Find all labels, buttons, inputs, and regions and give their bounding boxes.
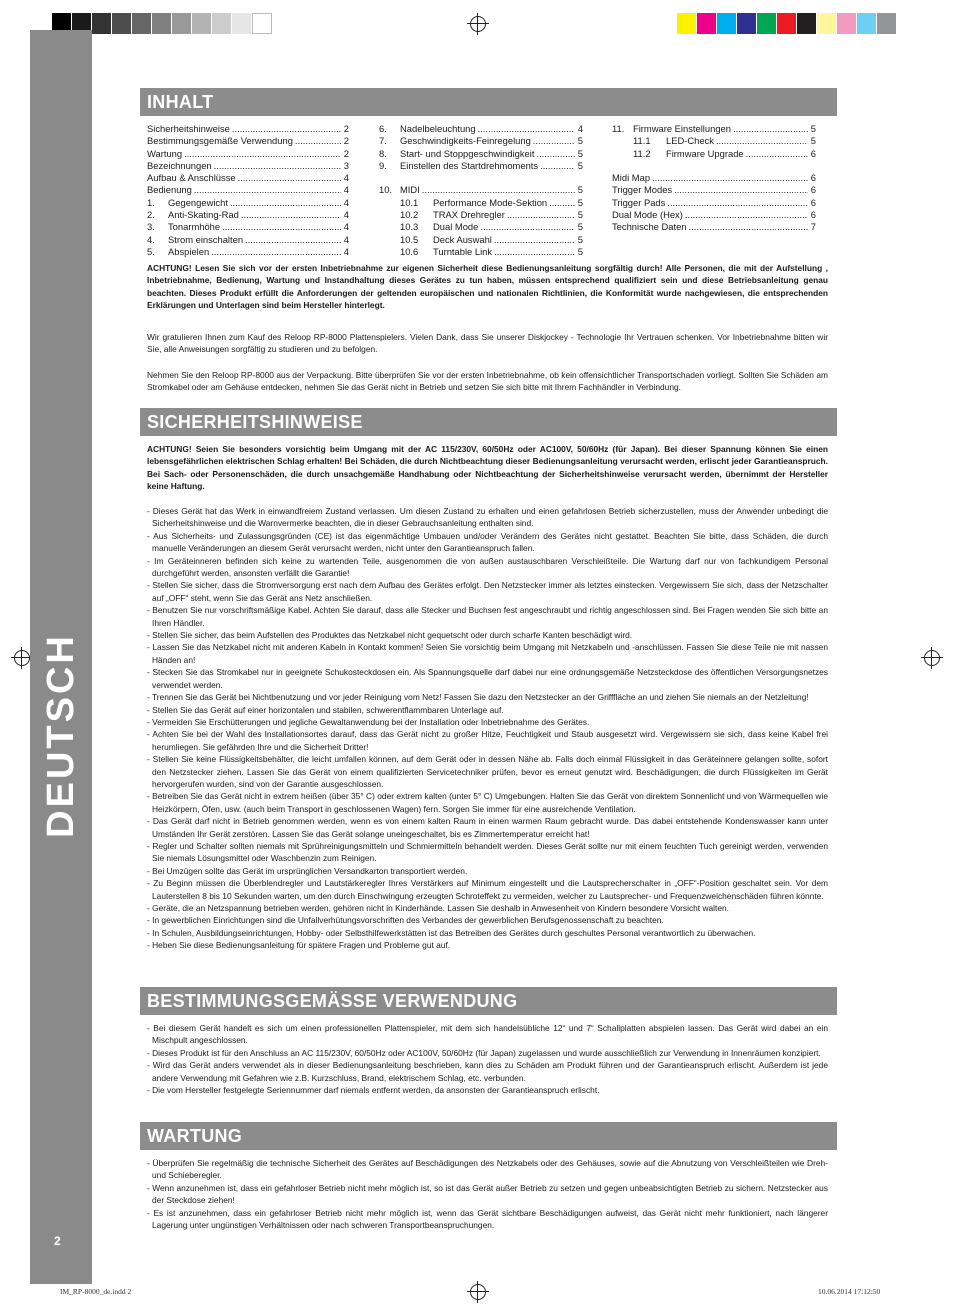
toc-entry-page: 5	[810, 123, 816, 134]
toc-entry-label: Strom einschalten	[168, 233, 244, 245]
list-item: - Aus Sicherheits- und Zulassungsgründen (CE) ist das eigenmächtige Umbauen und/oder Verändern des Gerätes nicht gestattet. Beachten Sie bitte, dass Schäden, die durch manuelle Veränderungen an diesem Gerät verursacht werden, nicht unter den Garantieanspruch fallen.	[147, 530, 828, 554]
toc-leader-dots	[689, 221, 808, 233]
toc-leader-dots	[245, 234, 341, 246]
list-item: - Stellen Sie sicher, dass die Stromversorgung erst nach dem Aufbau des Gerätes erfolgt. Den Netzstecker immer als letztes einstecken. Vergewissern Sie sich, dass der Netzschalter auf „OFF“ steht, wenn Sie das Gerät ans Netz anschließen.	[147, 580, 828, 603]
toc-entry-number: 5.	[147, 245, 155, 257]
toc-entry-number: 2.	[147, 209, 155, 221]
toc-entry-number: 10.3	[400, 221, 419, 233]
toc-entry-page: 5	[810, 135, 816, 147]
toc-leader-dots	[733, 123, 808, 135]
toc-entry-page: 4	[343, 209, 349, 221]
toc-entry	[379, 234, 583, 246]
gray-swatch	[152, 13, 172, 34]
list-item: - Es ist anzunehmen, dass ein gefahrloser Betrieb nicht mehr möglich ist, wenn das Gerät sichtbare Beschädigungen aufweist, das Gerät nicht mehr funktioniert, nach längerer Lagerung unter ungünstigen Verhältnissen oder nach schweren Transportbeanspruchungen.	[147, 1207, 828, 1231]
toc-entry-page: 4	[343, 172, 349, 184]
toc-entry-label: Wartung	[147, 147, 183, 159]
language-label: DEUTSCH	[39, 632, 82, 838]
usage-list	[147, 1022, 828, 1096]
list-item: - Die vom Hersteller festgelegte Seriennummer darf niemals entfernt werden, da ansonsten der Garantieanspruch erlischt.	[147, 1085, 600, 1096]
toc-entry-page: 6	[810, 147, 816, 159]
toc-entry	[612, 184, 816, 196]
toc-entry-label: Dual Mode (Hex)	[612, 209, 683, 221]
toc-entry	[612, 123, 816, 135]
maintenance-list	[147, 1157, 828, 1231]
toc-entry-label: Trigger Modes	[612, 184, 673, 196]
toc-entry-number: 11.	[612, 123, 625, 134]
list-item: - Betreiben Sie das Gerät nicht in extrem heißen (über 35° C) oder extrem kalten (unter 5° C) Umgebungen. Halten Sie das Gerät von direktem Sonnenlicht und von Wärmequellen wie Heizkörpern, Öfen, usw. (auch beim Transport in geschlossenen Wagen) fern. Sorgen Sie immer für eine ausreichende Ventilation.	[147, 791, 828, 814]
toc-entry-number: 10.2	[400, 209, 419, 221]
toc-spacer	[612, 160, 816, 172]
toc-leader-dots	[540, 160, 575, 172]
print-timestamp: 10.06.2014 17:12:50	[818, 1287, 881, 1296]
toc-leader-dots	[536, 148, 575, 160]
toc-entry-number: 8.	[379, 147, 387, 159]
toc-entry-page: 4	[343, 221, 349, 233]
toc-leader-dots	[716, 135, 808, 147]
list-item: - Stellen Sie sicher, das beim Aufstellen des Produktes das Netzkabel nicht gequetscht oder durch scharfe Kanten beschädigt wird.	[147, 630, 633, 641]
list-item: - Vermeiden Sie Erschütterungen und jegliche Gewaltanwendung bei der Installation oder Inbetriebnahme des Gerätes.	[147, 716, 590, 727]
toc-entry-label: MIDI	[400, 184, 420, 196]
toc-leader-dots	[230, 197, 341, 209]
toc-entry-number: 4.	[147, 233, 155, 245]
toc-entry	[379, 246, 583, 258]
toc-leader-dots	[194, 184, 341, 196]
toc-entry-label: Einstellen des Startdrehmoments	[400, 159, 539, 171]
intro-unpacking: Nehmen Sie den Reloop RP-8000 aus der Verpackung. Bitte überprüfen Sie vor der ersten Inbetriebnahme, ob kein offensichtlicher Transportschaden vorliegt. Sollten Sie Schäden am Stromkabel oder am Gehäuse entdecken, nehmen Sie das Gerät nicht in Betrieb und setzen Sie sich bitte mit Ihrem Fachhändler in Verbindung.	[147, 370, 828, 393]
toc-entry-page: 2	[343, 135, 349, 147]
toc-entry-label: TRAX Drehregler	[433, 209, 505, 221]
toc-entry	[147, 234, 349, 246]
toc-leader-dots	[494, 246, 575, 258]
toc-spacer	[379, 172, 583, 184]
color-swatch	[737, 13, 757, 34]
toc-entry-label: Tonarmhöhe	[168, 221, 221, 233]
toc-column-1	[147, 123, 349, 258]
toc-entry-page: 7	[810, 221, 816, 233]
toc-entry-label: Midi Map	[612, 172, 651, 184]
color-swatch	[717, 13, 737, 34]
color-swatch	[837, 13, 857, 34]
toc-entry-page: 5	[577, 196, 583, 208]
toc-entry	[612, 209, 816, 221]
list-item: - Stecken Sie das Stromkabel nur in geeignete Schukosteckdosen ein. Als Spannungsquelle darf dabei nur eine ordnungsgemäße Netzsteckdose des öffentlichen Versorgungsnetzes verwendet werden.	[147, 667, 828, 690]
color-calibration-bar	[677, 13, 897, 34]
toc-entry-label: Bezeichnungen	[147, 159, 212, 171]
toc-entry	[147, 148, 349, 160]
toc-leader-dots	[478, 123, 575, 135]
registration-mark-left-icon	[14, 650, 30, 666]
toc-entry	[379, 135, 583, 147]
toc-entry-page: 3	[343, 159, 349, 171]
toc-entry	[147, 209, 349, 221]
toc-leader-dots	[674, 184, 808, 196]
registration-mark-top-icon	[470, 16, 486, 32]
toc-leader-dots	[422, 184, 575, 196]
list-item: - Wird das Gerät anders verwendet als in dieser Bedienungsanleitung beschrieben, kann dies zu Schäden am Produkt führen und der Garantieanspruch erlischt. Außerdem ist jede andere Verwendung mit Gefahren wie z.B. Kurzschluss, Brand, elektrischem Schlag, etc. verbunden.	[147, 1060, 828, 1083]
toc-leader-dots	[184, 148, 341, 160]
list-item: - Dieses Produkt ist für den Anschluss an AC 115/230V, 60/50Hz oder AC100V, 50/60Hz (für Japan) zugelassen und wurde ausschließlich zur Verwendung in Innenräumen konzipiert.	[147, 1047, 821, 1058]
gray-swatch	[252, 13, 272, 34]
toc-column-2	[379, 123, 583, 258]
toc-entry-number: 11.2	[633, 147, 651, 159]
toc-entry-number: 10.	[379, 184, 393, 196]
toc-entry	[147, 197, 349, 209]
list-item: - Geräte, die an Netzspannung betrieben werden, gehören nicht in Kinderhände. Lassen Sie deshalb in Anwesenheit von Kindern besondere Vorsicht walten.	[147, 903, 729, 913]
toc-entry-label: Bedienung	[147, 184, 192, 196]
toc-entry-label: Aufbau & Anschlüsse	[147, 172, 236, 184]
color-swatch	[817, 13, 837, 34]
toc-entry	[379, 221, 583, 233]
toc-leader-dots	[211, 246, 341, 258]
toc-leader-dots	[746, 148, 808, 160]
toc-entry	[379, 184, 583, 196]
toc-entry-number: 6.	[379, 123, 387, 134]
toc-entry	[379, 160, 583, 172]
toc-entry-number: 11.1	[633, 135, 651, 147]
toc-entry-page: 5	[577, 221, 583, 233]
toc-entry-page: 2	[343, 147, 349, 159]
toc-entry	[612, 135, 816, 147]
section-heading-sicherheitshinweise: SICHERHEITSHINWEISE	[140, 408, 837, 436]
toc-entry-page: 6	[810, 172, 816, 184]
section-heading-inhalt: INHALT	[140, 88, 837, 116]
toc-leader-dots	[238, 172, 341, 184]
list-item: - Bei diesem Gerät handelt es sich um einen professionellen Plattenspieler, mit dem sich handelsübliche 12“ und 7“ Schallplatten abspielen lassen. Das Gerät wird dabei an ein Mischpult angeschlossen.	[147, 1023, 828, 1046]
toc-entry-number: 1.	[147, 196, 155, 208]
toc-leader-dots	[533, 135, 575, 147]
registration-mark-right-icon	[924, 650, 940, 666]
toc-entry-label: Performance Mode-Sektion	[433, 196, 548, 208]
toc-leader-dots	[241, 209, 341, 221]
safety-list	[147, 505, 828, 952]
toc-leader-dots	[214, 160, 341, 172]
list-item: - Im Geräteinneren befinden sich keine zu wartenden Teile, ausgenommen die von außen austauschbaren Verschleißteile. Die Wartung darf nur von fachkundigem Personal durchgeführt werden, ansonsten verfällt die Garantie!	[147, 555, 828, 579]
toc-entry-number: 9.	[379, 159, 387, 171]
toc-entry-page: 4	[343, 245, 349, 257]
toc-leader-dots	[549, 197, 575, 209]
toc-column-3	[612, 123, 816, 234]
toc-leader-dots	[295, 135, 341, 147]
list-item: - Das Gerät darf nicht in Betrieb genommen werden, wenn es von einem kalten Raum in einen warmen Raum gebracht wurde. Das dabei entstehende Kondenswasser kann unter Umständen Ihr Gerät zerstören. Lassen Sie das Gerät solange uneingeschaltet, bis es Zimmertemperatur erreicht hat!	[147, 816, 828, 839]
toc-entry	[147, 160, 349, 172]
toc-entry-label: Abspielen	[168, 245, 210, 257]
toc-entry-number: 10.6	[400, 245, 419, 257]
language-sidebar	[30, 30, 92, 1284]
toc-entry-number: 10.5	[400, 233, 419, 245]
toc-entry-page: 5	[577, 209, 583, 221]
toc-entry-label: Trigger Pads	[612, 196, 666, 208]
toc-entry	[379, 209, 583, 221]
toc-entry-page: 4	[343, 196, 349, 208]
toc-entry-label: Nadelbeleuchtung	[400, 123, 476, 134]
section-heading-wartung: WARTUNG	[140, 1122, 837, 1150]
gray-swatch	[112, 13, 132, 34]
toc-entry-page: 4	[343, 233, 349, 245]
color-swatch	[677, 13, 697, 34]
color-swatch	[757, 13, 777, 34]
gray-swatch	[172, 13, 192, 34]
intro-congratulations: Wir gratulieren Ihnen zum Kauf des Reloop RP-8000 Plattenspielers. Vielen Dank, dass Sie unserer Diskjockey - Technologie Ihr Vertrauen schenken. Vor Inbetriebnahme bitten wir Sie, alle Anweisungen sorgfältig zu studieren und zu befolgen.	[147, 332, 828, 355]
file-slug: IM_RP-8000_de.indd 2	[60, 1287, 132, 1296]
toc-entry	[147, 172, 349, 184]
toc-leader-dots	[480, 221, 575, 233]
toc-entry-page: 5	[577, 159, 583, 171]
list-item: - Bei Umzügen sollte das Gerät im ursprünglichen Versandkarton transportiert werden.	[147, 865, 468, 876]
page-number: 2	[54, 1234, 61, 1248]
toc-leader-dots	[667, 197, 808, 209]
gray-swatch	[232, 13, 252, 34]
gray-swatch	[192, 13, 212, 34]
list-item: - Regler und Schalter sollten niemals mit Sprühreinigungsmitteln und Schmiermitteln behandelt werden. Dieses Gerät sollte nur mit einem feuchten Tuch gereinigt werden, verwenden Sie niemals Lösungsmittel oder Waschbenzin zum Reinigen.	[147, 840, 828, 864]
list-item: - Überprüfen Sie regelmäßig die technische Sicherheit des Gerätes auf Beschädigungen des Netzkabels oder des Gehäuses, sowie auf die Abnutzung von Verschleißteilen wie Dreh- und Schieberegler.	[147, 1158, 828, 1181]
toc-leader-dots	[232, 123, 341, 135]
toc-entry-page: 2	[343, 123, 349, 134]
toc-leader-dots	[652, 172, 808, 184]
toc-entry-label: LED-Check	[666, 135, 714, 147]
safety-warning: ACHTUNG! Seien Sie besonders vorsichtig beim Umgang mit der AC 115/230V, 60/50Hz oder AC100V, 50/60Hz (für Japan). Bei dieser Spannung können Sie einen lebensgefährlichen elektrischen Schlag erhalten! Bei Schäden, die durch Nichtbeachtung dieser Bedienungsanleitung verursacht werden, erlischt jeder Garantieanspruch. Bei Sach- oder Personenschäden, die durch unsachgemäße Handhabung oder Nichtbeachtung der Sicherheitshinweise verursacht werden, übernimmt der Hersteller keine Haftung.	[147, 444, 828, 492]
toc-entry-label: Dual Mode	[433, 221, 479, 233]
toc-entry-page: 5	[577, 147, 583, 159]
list-item: - Achten Sie bei der Wahl des Installationsortes darauf, dass das Gerät nicht zu großer Hitze, Feuchtigkeit und Staub ausgesetzt wird. Vergewissern sie sich, dass keine Kabel frei herumliegen. Sie gefährden Ihre und die Sicherheit Dritter!	[147, 729, 828, 752]
toc-entry	[147, 123, 349, 135]
toc-entry-page: 4	[343, 184, 349, 196]
list-item: - Zu Beginn müssen die Überblendregler und Lautstärkeregler Ihres Verstärkers auf Minimum eingestellt und die Lautsprecherschalter in „OFF“-Position geschaltet sein. Vor dem Lauterstellen 8 bis 10 Sekunden warten, um den durch Einschwingung erzeugten Schroteffekt zu vermeiden, welcher zu Lautsprecher- und Frequenzweichenschäden führen könnte.	[147, 878, 828, 901]
list-item: - Trennen Sie das Gerät bei Nichtbenutzung und vor jeder Reinigung vom Netz! Fassen Sie dazu den Netzstecker an der Grifffläche an und ziehen Sie niemals an der Netzleitung!	[147, 692, 809, 703]
toc-entry-page: 6	[810, 184, 816, 196]
intro-warning: ACHTUNG! Lesen Sie sich vor der ersten Inbetriebnahme zur eigenen Sicherheit diese Bedienungsanleitung sorgfältig durch! Alle Personen, die mit der Aufstellung , Inbetriebnahme, Bedienung, Wartung und Instandhaltung dieses Gerätes zu tun haben, müssen entsprechend qualifiziert sein und diese Betriebsanleitung genau beachten. Dieses Produkt erfüllt die Anforderungen der geltenden europäischen und nationalen Richtlinien, die Konformität wurde nachgewiesen, die entsprechenden Erklärungen und Unterlagen sind beim Hersteller hinterlegt.	[147, 263, 828, 311]
toc-entry-page: 6	[810, 196, 816, 208]
color-swatch	[777, 13, 797, 34]
toc-entry	[612, 148, 816, 160]
toc-entry-label: Firmware Einstellungen	[633, 123, 731, 134]
toc-entry-label: Geschwindigkeits-Feinregelung	[400, 135, 531, 147]
registration-mark-bottom-icon	[470, 1284, 486, 1300]
toc-entry	[612, 172, 816, 184]
toc-entry	[612, 197, 816, 209]
toc-entry	[147, 135, 349, 147]
toc-entry-label: Turntable Link	[433, 245, 493, 257]
toc-entry-label: Anti-Skating-Rad	[168, 209, 239, 221]
toc-entry-label: Bestimmungsgemäße Verwendung	[147, 135, 293, 147]
toc-entry-label: Deck Auswahl	[433, 233, 492, 245]
list-item: - Stellen Sie das Gerät auf einer horizontalen und stabilen, schwerentflammbaren Unterlage auf.	[147, 704, 504, 715]
toc-entry	[147, 246, 349, 258]
toc-entry-number: 10.1	[400, 196, 419, 208]
list-item: - In Schulen, Ausbildungseinrichtungen, Hobby- oder Selbsthilfewerkstätten ist das Betreiben des Gerätes durch geschultes Personal verantwortlich zu überwachen.	[147, 927, 756, 938]
toc-entry-page: 4	[577, 123, 583, 134]
section-heading-verwendung: BESTIMMUNGSGEMÄSSE VERWENDUNG	[140, 987, 837, 1015]
color-swatch	[797, 13, 817, 34]
toc-leader-dots	[507, 209, 575, 221]
toc-entry-number: 3.	[147, 221, 155, 233]
toc-entry	[379, 123, 583, 135]
list-item: - In gewerblichen Einrichtungen sind die Unfallverhütungsvorschriften des Verbandes der gewerblichen Berufsgenossenschaft zu beachten.	[147, 915, 664, 926]
list-item: - Lassen Sie das Netzkabel nicht mit anderen Kabeln in Kontakt kommen! Seien Sie vorsichtig beim Umgang mit Netzkabeln und -anschlüssen. Fassen Sie diese Teile nie mit nassen Händen an!	[147, 642, 828, 665]
toc-entry	[147, 221, 349, 233]
toc-entry	[147, 184, 349, 196]
toc-entry-label: Sicherheitshinweise	[147, 123, 230, 134]
toc-entry-page: 5	[577, 233, 583, 245]
toc-entry-label: Firmware Upgrade	[666, 147, 744, 159]
toc-entry-label: Start- und Stoppgeschwindigkeit	[400, 147, 535, 159]
gray-swatch	[212, 13, 232, 34]
toc-entry-page: 6	[810, 209, 816, 221]
toc-entry	[612, 221, 816, 233]
list-item: - Heben Sie diese Bedienungsanleitung für spätere Fragen und Probleme gut auf.	[147, 940, 451, 951]
gray-swatch	[132, 13, 152, 34]
gray-swatch	[92, 13, 112, 34]
toc-entry-label: Technische Daten	[612, 221, 687, 233]
toc-entry-page: 5	[577, 135, 583, 147]
color-swatch	[697, 13, 717, 34]
toc-leader-dots	[494, 234, 575, 246]
toc-entry-label: Gegengewicht	[168, 196, 228, 208]
color-swatch	[877, 13, 897, 34]
toc-entry-page: 5	[577, 245, 583, 257]
toc-leader-dots	[222, 221, 341, 233]
list-item: - Benutzen Sie nur vorschriftsmäßige Kabel. Achten Sie darauf, dass alle Stecker und Buchsen fest angeschraubt und richtig angeschlossen sind. Bei Fragen wenden Sie sich bitte an Ihren Händler.	[147, 605, 828, 628]
list-item: - Stellen Sie keine Flüssigkeitsbehälter, die leicht umfallen können, auf dem Gerät oder in dessen Nähe ab. Falls doch einmal Flüssigkeit in das Geräteinnere gelangen sollte, sofort den Netzstecker ziehen. Lassen Sie das Gerät von einem qualifizierten Servicetechniker prüfen, bevor es erneut genutzt wird. Beschädigungen, die durch Flüssigkeiten im Gerät hervorgerufen wurden, sind von der Garantie ausgeschlossen.	[147, 754, 828, 789]
color-swatch	[857, 13, 877, 34]
list-item: - Wenn anzunehmen ist, dass ein gefahrloser Betrieb nicht mehr möglich ist, so ist das Gerät außer Betrieb zu setzen und gegen unbeabsichtigten Betrieb zu sichern. Netzstecker aus der Steckdose ziehen!	[147, 1182, 828, 1206]
list-item: - Dieses Gerät hat das Werk in einwandfreiem Zustand verlassen. Um diesen Zustand zu erhalten und einen gefahrlosen Betrieb sicherzustellen, muss der Anwender unbedingt die Sicherheitshinweise und die Warnvermerke beachten, die in dieser Gebrauchsanleitung enthalten sind.	[147, 506, 828, 529]
toc-entry-number: 7.	[379, 135, 387, 147]
toc-entry-page: 5	[577, 184, 583, 196]
toc-leader-dots	[685, 209, 808, 221]
toc-entry	[379, 148, 583, 160]
toc-entry	[379, 197, 583, 209]
